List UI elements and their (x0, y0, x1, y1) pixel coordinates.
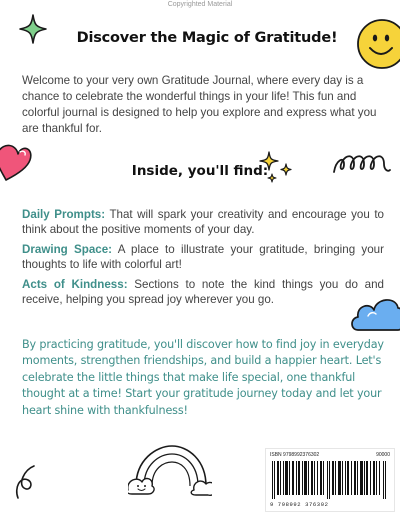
barcode (265, 448, 395, 512)
feature-item-drawing-space (22, 242, 384, 273)
feature-item-acts-of-kindness (22, 277, 384, 308)
cloud-icon (350, 290, 400, 338)
stars-icon (258, 150, 298, 184)
copyright-caption: Copyrighted Material (167, 1, 233, 8)
rainbow-icon (128, 440, 212, 496)
feature-text: A place to illustrate your gratitude, bringing your thoughts to life with colorful art! (22, 242, 384, 272)
feature-item-daily-prompts (22, 207, 384, 238)
squiggle-icon (330, 146, 394, 182)
feature-label: Daily Prompts: (22, 208, 106, 221)
page-title: Discover the Magic of Gratitude! (76, 30, 338, 46)
feature-label: Drawing Space: (22, 242, 113, 256)
swirl-icon (8, 458, 42, 504)
features-list (22, 207, 384, 311)
sparkle-icon (18, 13, 48, 45)
section-heading: Inside, you'll find: (131, 163, 269, 179)
closing-paragraph: By practicing gratitude, you'll discover how to find joy in everyday moments, strengthen friendships, and build a happier heart. Let's celebrate the little things that make life special, one thankful thought at a time! Start your gratitude journey today and let your heart shine with thankfulness! (22, 338, 384, 417)
isbn-text: ISBN 9798992376302 (270, 452, 320, 458)
feature-label: Acts of Kindness: (22, 277, 128, 291)
smiley-icon (352, 16, 400, 72)
heart-icon (0, 140, 34, 182)
price-code: 90000 (376, 452, 390, 458)
feature-text: That will spark your creativity and encourage you to think about the positive moments of your day. (22, 208, 384, 237)
barcode-bars (270, 461, 390, 499)
barcode-digits: 9 798992 376302 (270, 501, 329, 508)
intro-paragraph: Welcome to your very own Gratitude Journal, where every day is a chance to celebrate the wonderful things in your life! This fun and colorful journal is designed to help you explore and express what you are thankful for. (22, 74, 377, 135)
feature-text: Sections to note the kind things you do and receive, helping you spread joy wherever you go. (22, 277, 384, 307)
